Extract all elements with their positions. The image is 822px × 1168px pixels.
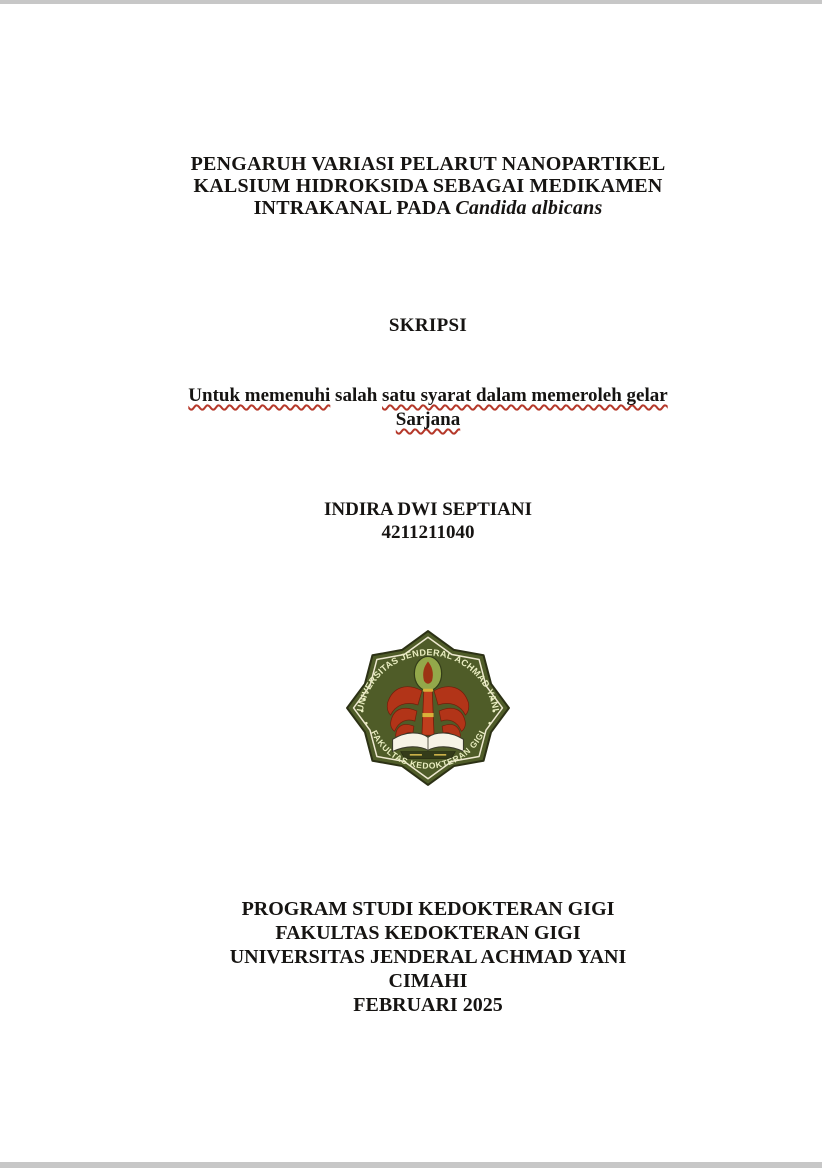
author-name: INDIRA DWI SEPTIANI (324, 499, 532, 520)
thesis-cover-page (34, 4, 822, 1017)
purpose-segment-underlined-1: Untuk memenuhi (188, 385, 331, 406)
purpose-segment-plain: salah (330, 385, 383, 406)
institution-block (34, 897, 822, 1017)
purpose-segment-underlined-2: satu syarat dalam memeroleh gelar Sarjana (382, 385, 668, 430)
title-line-2: KALSIUM HIDROKSIDA SEBAGAI MEDIKAMEN (193, 175, 663, 197)
student-number: 4211211040 (381, 522, 475, 543)
author-block (34, 498, 822, 544)
seal-bottom-arc-text: FAKULTAS KEDOKTERAN GIGI (369, 728, 487, 771)
banner-text-mark-left (410, 754, 422, 756)
document-type-label: SKRIPSI (388, 315, 468, 336)
crest-collar (423, 689, 433, 692)
program-study-line: PROGRAM STUDI KEDOKTERAN GIGI (241, 898, 615, 920)
torch-shaft (422, 687, 434, 736)
title-line-3-species-italic: Candida albicans (455, 197, 603, 219)
title-line-3-regular: INTRAKANAL PADA (253, 197, 456, 219)
university-seal-logo (34, 628, 822, 790)
university-seal-svg (342, 628, 514, 790)
seal-top-arc-text: UNIVERSITAS JENDERAL ACHMAD YANI (354, 647, 502, 713)
faculty-line: FAKULTAS KEDOKTERAN GIGI (275, 922, 581, 944)
city-line: CIMAHI (388, 970, 468, 992)
bottom-edge-bar (0, 1162, 822, 1168)
banner-text-mark-right (434, 754, 446, 756)
date-line: FEBRUARI 2025 (353, 994, 503, 1016)
purpose-statement (180, 384, 677, 432)
torch-band (422, 713, 433, 717)
university-line: UNIVERSITAS JENDERAL ACHMAD YANI (229, 946, 627, 968)
title-line-3 (34, 197, 822, 219)
title-line-1: PENGARUH VARIASI PELARUT NANOPARTIKEL (190, 153, 666, 175)
thesis-title (34, 153, 822, 219)
